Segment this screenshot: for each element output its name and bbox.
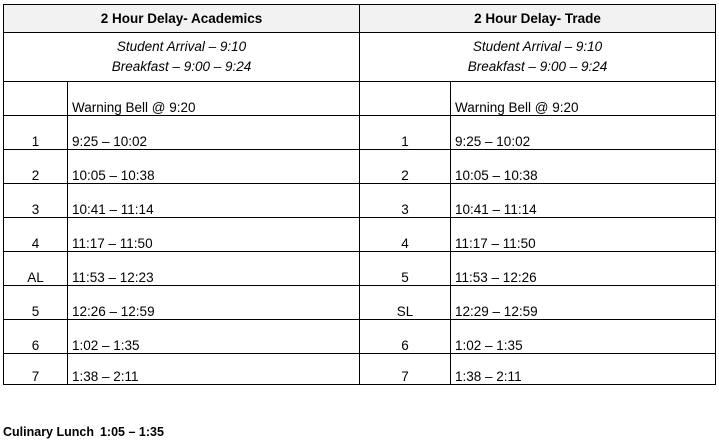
academics-period-cell: 5 xyxy=(4,286,68,320)
schedule-table xyxy=(3,4,716,385)
culinary-lunch-note xyxy=(3,425,170,439)
academics-time-cell: 11:17 – 11:50 xyxy=(68,218,360,252)
trade-title: 2 Hour Delay- Trade xyxy=(360,5,716,33)
academics-period-cell xyxy=(4,82,68,116)
trade-time-cell: 1:02 – 1:35 xyxy=(451,320,716,354)
table-row xyxy=(4,218,716,252)
table-row xyxy=(4,150,716,184)
trade-time-cell: 12:29 – 12:59 xyxy=(451,286,716,320)
trade-arrival: Student Arrival – 9:10 xyxy=(472,39,603,54)
academics-title: 2 Hour Delay- Academics xyxy=(4,5,360,33)
academics-time-cell: 1:02 – 1:35 xyxy=(68,320,360,354)
academics-time-cell: Warning Bell @ 9:20 xyxy=(68,82,360,116)
academics-period-cell: 2 xyxy=(4,150,68,184)
culinary-lunch-label: Culinary Lunch xyxy=(3,425,94,439)
trade-time-cell: 10:41 – 11:14 xyxy=(451,184,716,218)
academics-period-cell: AL xyxy=(4,252,68,286)
trade-period-cell: 2 xyxy=(360,150,451,184)
trade-breakfast: Breakfast – 9:00 – 9:24 xyxy=(467,59,608,74)
trade-period-cell: 1 xyxy=(360,116,451,150)
table-row xyxy=(4,184,716,218)
culinary-lunch-time: 1:05 – 1:35 xyxy=(99,425,164,439)
trade-period-cell xyxy=(360,82,451,116)
academics-period-cell: 1 xyxy=(4,116,68,150)
academics-period-cell: 7 xyxy=(4,354,68,385)
academics-arrival: Student Arrival – 9:10 xyxy=(116,39,247,54)
academics-time-cell: 9:25 – 10:02 xyxy=(68,116,360,150)
academics-time-cell: 12:26 – 12:59 xyxy=(68,286,360,320)
trade-period-cell: 7 xyxy=(360,354,451,385)
table-row xyxy=(4,320,716,354)
trade-period-cell: 5 xyxy=(360,252,451,286)
trade-time-cell: 10:05 – 10:38 xyxy=(451,150,716,184)
academics-breakfast: Breakfast – 9:00 – 9:24 xyxy=(111,59,252,74)
trade-time-cell: Warning Bell @ 9:20 xyxy=(451,82,716,116)
trade-period-cell: 6 xyxy=(360,320,451,354)
trade-arrival-info xyxy=(360,33,716,82)
academics-period-cell: 3 xyxy=(4,184,68,218)
arrival-info-row xyxy=(4,33,716,82)
academics-arrival-info xyxy=(4,33,360,82)
trade-time-cell: 11:17 – 11:50 xyxy=(451,218,716,252)
trade-period-cell: SL xyxy=(360,286,451,320)
academics-time-cell: 10:05 – 10:38 xyxy=(68,150,360,184)
academics-time-cell: 1:38 – 2:11 xyxy=(68,354,360,385)
trade-period-cell: 4 xyxy=(360,218,451,252)
trade-time-cell: 11:53 – 12:26 xyxy=(451,252,716,286)
trade-period-cell: 3 xyxy=(360,184,451,218)
table-row xyxy=(4,286,716,320)
academics-time-cell: 10:41 – 11:14 xyxy=(68,184,360,218)
academics-time-cell: 11:53 – 12:23 xyxy=(68,252,360,286)
academics-period-cell: 6 xyxy=(4,320,68,354)
table-row xyxy=(4,252,716,286)
table-row xyxy=(4,354,716,385)
table-row xyxy=(4,82,716,116)
academics-period-cell: 4 xyxy=(4,218,68,252)
header-row xyxy=(4,5,716,33)
trade-time-cell: 1:38 – 2:11 xyxy=(451,354,716,385)
trade-time-cell: 9:25 – 10:02 xyxy=(451,116,716,150)
table-row xyxy=(4,116,716,150)
